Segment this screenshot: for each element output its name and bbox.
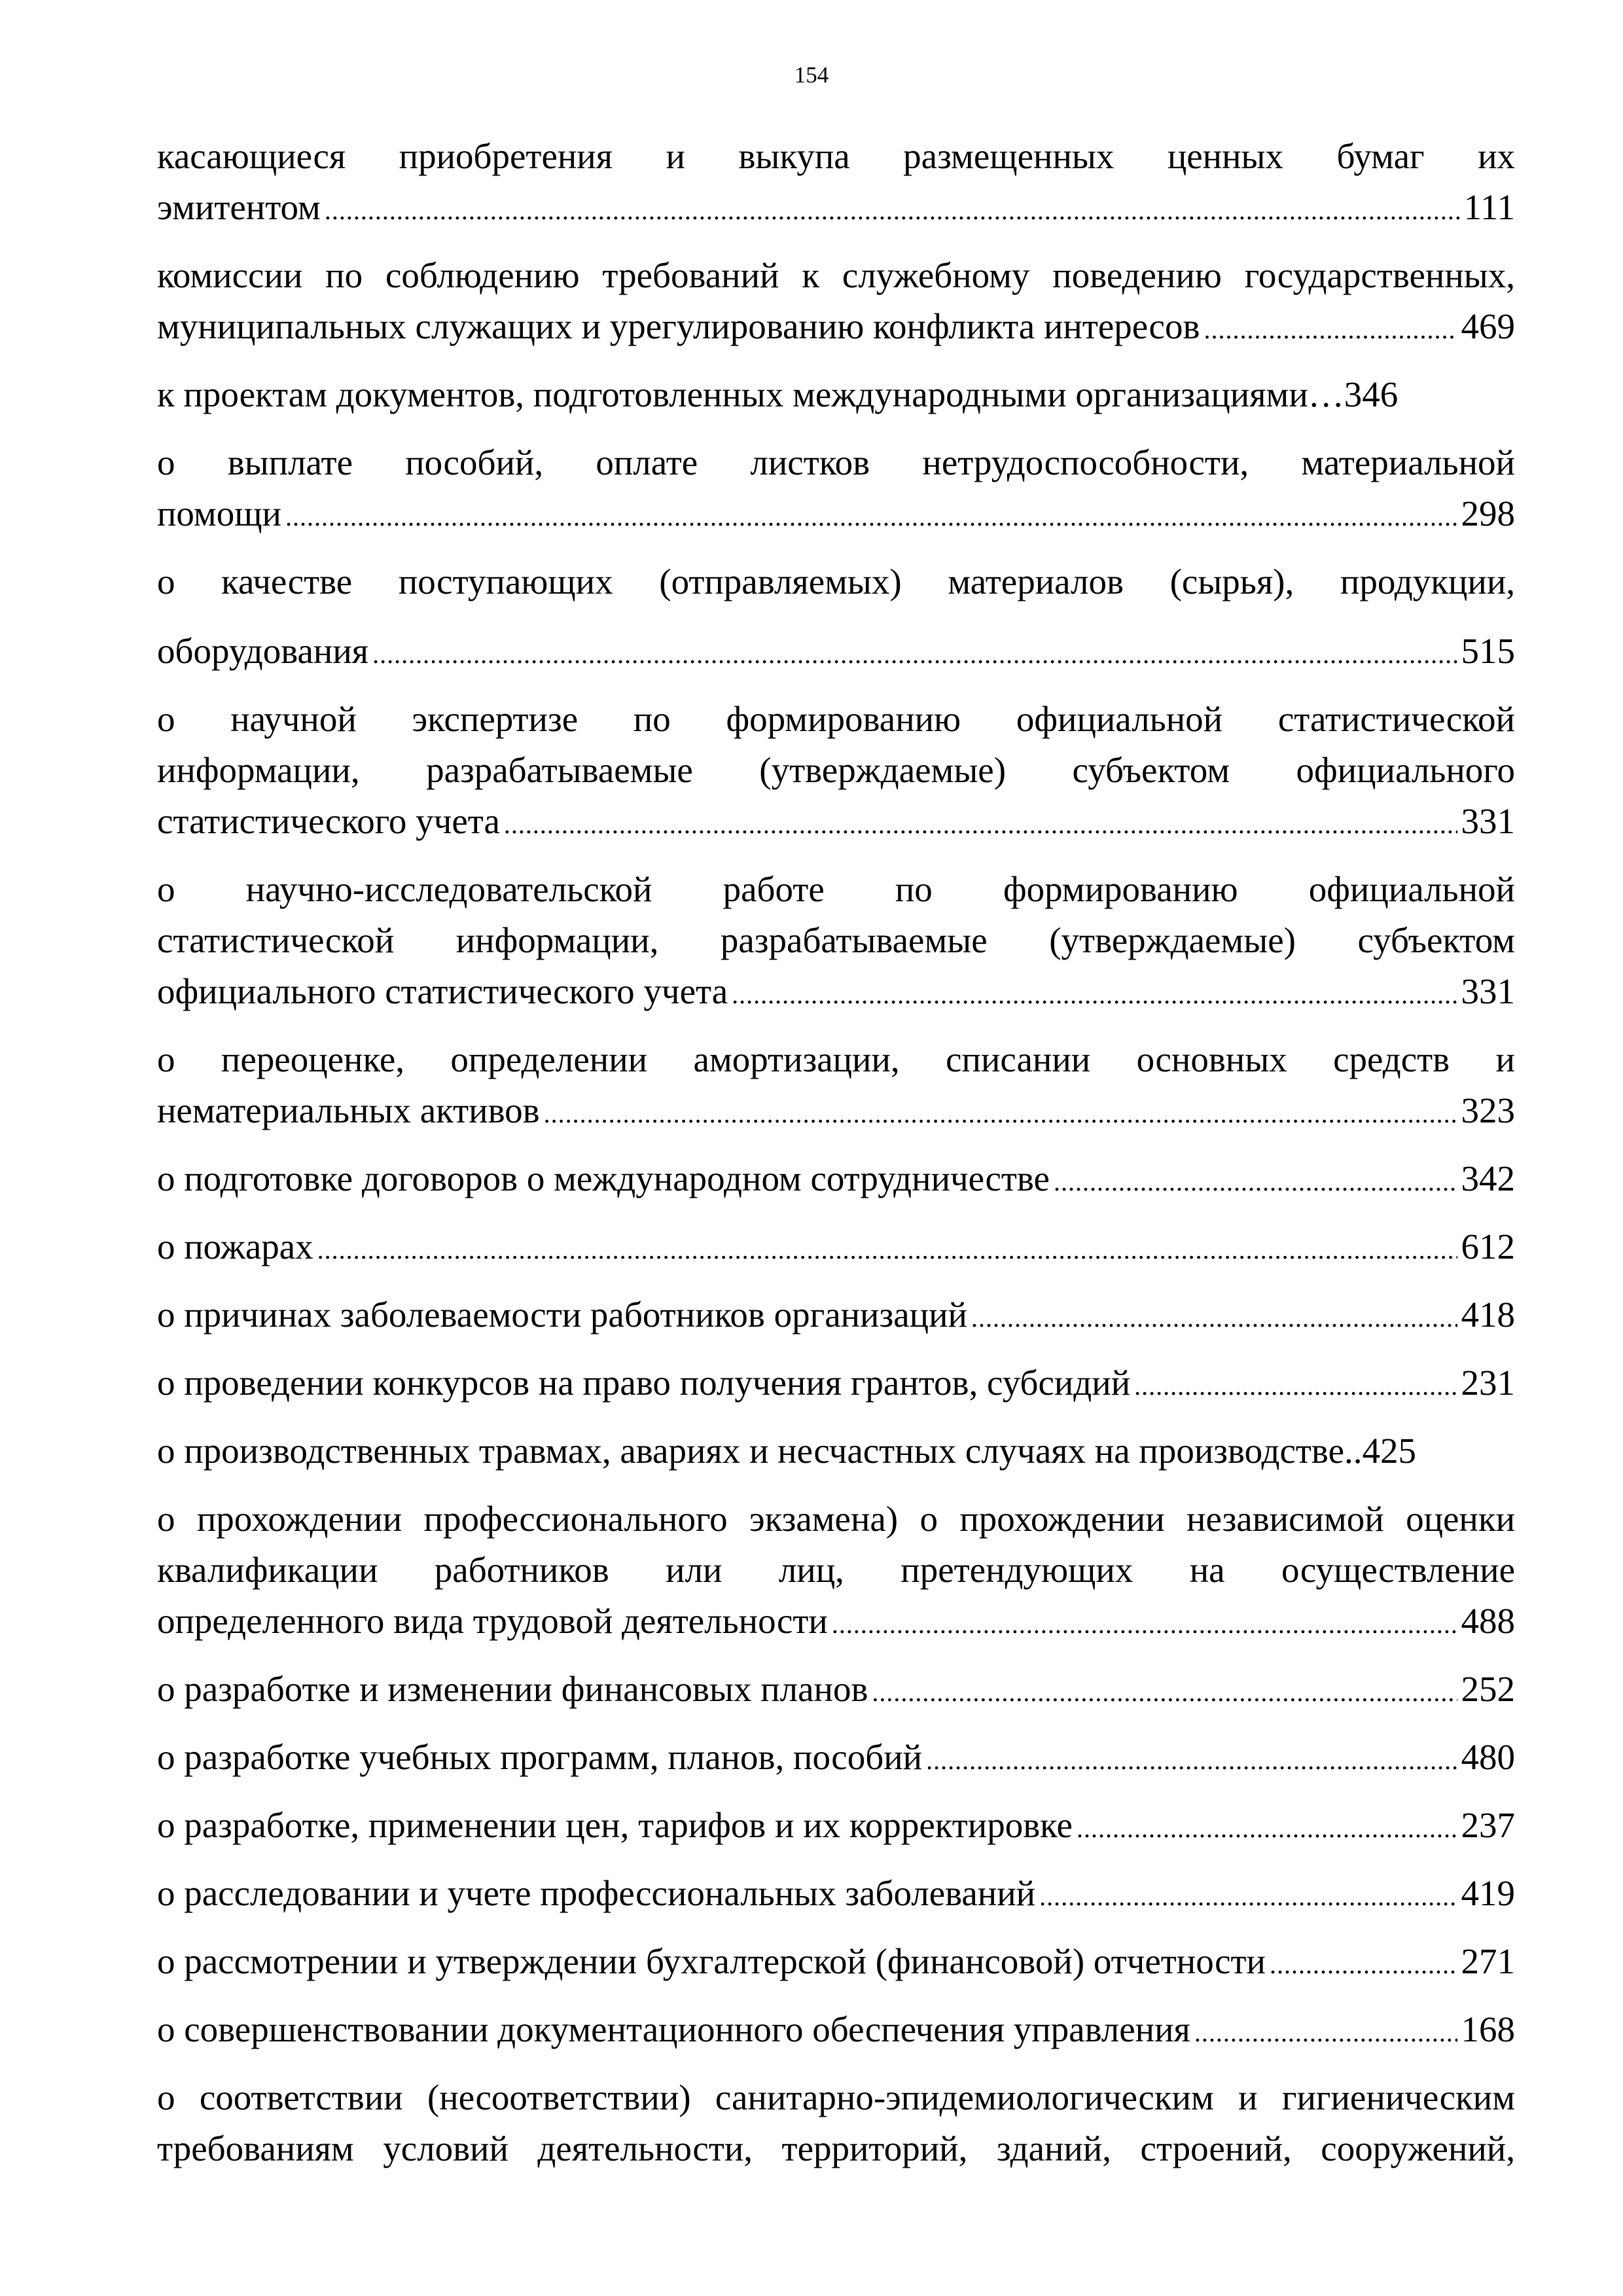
entry-line: о научно-исследовательской работе по формированию официальной (157, 869, 1515, 909)
page-ref: 469 (1461, 306, 1515, 346)
entry-leader-line (157, 488, 1515, 539)
page-ref: 480 (1461, 1737, 1515, 1777)
entry-line: касающиеся приобретения и выкупа размещенных ценных бумаг их (157, 136, 1515, 176)
entry-leader-line (157, 2004, 1515, 2055)
dot-leader (317, 1225, 1457, 1276)
entry-text: о расследовании и учете профессиональных заболеваний (157, 1873, 1036, 1913)
entry-leader-line (157, 796, 1515, 847)
page-ref: 252 (1461, 1669, 1515, 1709)
entry-line: о научной экспертизе по формированию официальной статистической (157, 699, 1515, 739)
index-entry (157, 1868, 1515, 1919)
entry-leader-line (157, 1085, 1515, 1136)
entry-leader-line (157, 301, 1515, 352)
page-ref: 237 (1461, 1805, 1515, 1845)
index-entry (157, 1732, 1515, 1783)
page-number: 154 (794, 62, 829, 88)
page-ref: 323 (1461, 1090, 1515, 1130)
dot-leader (1204, 304, 1457, 355)
index-entry (157, 369, 1515, 420)
entry-leader-line (157, 1664, 1515, 1715)
index-entry (157, 694, 1515, 847)
entry-text: о причинах заболеваемости работников организаций (157, 1295, 967, 1335)
index-entry (157, 1936, 1515, 1987)
dot-leader (1054, 1157, 1457, 1208)
entry-leader-line (157, 1221, 1515, 1272)
index-entry (157, 1289, 1515, 1340)
index-entry (157, 1426, 1515, 1477)
entry-text: статистического учета (157, 801, 500, 841)
dot-leader (1039, 1871, 1457, 1922)
dot-leader (285, 492, 1457, 543)
index-entry (157, 1034, 1515, 1136)
page-ref: 342 (1461, 1158, 1515, 1198)
entry-line: о соответствии (несоответствии) санитарно-эпидемиологическим и гигиеническим (157, 2077, 1515, 2117)
dot-leader (325, 185, 1460, 236)
entry-line: требованиям условий деятельности, территорий, зданий, строений, сооружений, (157, 2128, 1515, 2168)
entry-text: о подготовке договоров о международном сотрудничестве (157, 1158, 1050, 1198)
page-ref: 488 (1461, 1601, 1515, 1641)
entry-text: о разработке и изменении финансовых планов (157, 1669, 868, 1709)
index-entry (157, 437, 1515, 539)
index-entries (157, 131, 1515, 2191)
page-ref: 418 (1461, 1295, 1515, 1335)
entry-text: определенного вида трудовой деятельности (157, 1601, 828, 1641)
entry-leader-line (157, 1936, 1515, 1987)
entry-line: статистической информации, разрабатываемые (утверждаемые) субъектом (157, 920, 1515, 960)
dot-leader (1077, 1803, 1457, 1854)
entry-line: информации, разрабатываемые (утверждаемые) субъектом официального (157, 750, 1515, 790)
page-ref: 346 (1344, 374, 1399, 414)
index-entry (157, 1494, 1515, 1647)
index-entry (157, 1153, 1515, 1204)
entry-text: о разработке, применении цен, тарифов и их корректировке (157, 1805, 1073, 1845)
page-ref: 271 (1461, 1941, 1515, 1981)
entry-leader-line (157, 369, 1515, 420)
entry-text: о разработке учебных программ, планов, пособий (157, 1737, 923, 1777)
entry-leader-line (157, 1868, 1515, 1919)
entry-text: о проведении конкурсов на право получения грантов, субсидий (157, 1363, 1131, 1403)
page-ref: 231 (1461, 1363, 1515, 1403)
entry-text: о рассмотрении и утверждении бухгалтерской (финансовой) отчетности (157, 1941, 1266, 1981)
entry-leader-line (157, 182, 1515, 233)
entry-text: нематериальных активов (157, 1090, 540, 1130)
index-entry (157, 1664, 1515, 1715)
dot-leader (926, 1735, 1457, 1786)
entry-text: оборудования (157, 631, 369, 671)
dot-leader (1270, 1939, 1457, 1990)
entry-leader-line (157, 1357, 1515, 1408)
entry-leader-line (157, 626, 1515, 677)
index-entry (157, 131, 1515, 233)
index-entry (157, 2072, 1515, 2174)
dot-leader (544, 1088, 1457, 1139)
entry-text: о пожарах (157, 1227, 313, 1266)
page-ref: 111 (1463, 187, 1515, 227)
index-entry (157, 1357, 1515, 1408)
entry-text: официального статистического учета (157, 971, 728, 1011)
index-entry (157, 1800, 1515, 1851)
entry-text: эмитентом (157, 187, 321, 227)
entry-line: квалификации работников или лиц, претендующих на осуществление (157, 1550, 1515, 1590)
dot-leader (372, 629, 1457, 680)
entry-line: о прохождении профессионального экзамена) о прохождении независимой оценки (157, 1499, 1515, 1539)
entry-text: к проектам документов, подготовленных международными организациями… (157, 374, 1344, 414)
dot-leader (1134, 1361, 1457, 1412)
page-ref: 425 (1362, 1431, 1416, 1471)
page-ref: 612 (1461, 1227, 1515, 1266)
entry-text: помощи (157, 493, 281, 533)
dot-leader (732, 969, 1457, 1020)
dot-leader (872, 1667, 1457, 1718)
entry-leader-line (157, 1732, 1515, 1783)
dot-leader (1194, 2007, 1457, 2058)
page-ref: 331 (1461, 801, 1515, 841)
dot-leader (832, 1599, 1457, 1650)
entry-leader-line (157, 1153, 1515, 1204)
entry-leader-line (157, 966, 1515, 1017)
entry-leader-line (157, 1426, 1515, 1477)
entry-text: о совершенствовании документационного обеспечения управления (157, 2009, 1190, 2049)
entry-line: о выплате пособий, оплате листков нетрудоспособности, материальной (157, 442, 1515, 482)
page-ref: 515 (1461, 631, 1515, 671)
entry-leader-line (157, 1596, 1515, 1647)
index-entry (157, 864, 1515, 1017)
index-entry (157, 250, 1515, 352)
entry-line: комиссии по соблюдению требований к служебному поведению государственных, (157, 255, 1515, 295)
entry-line: о качестве поступающих (отправляемых) материалов (сырья), продукции, (157, 562, 1515, 601)
page-ref: 331 (1461, 971, 1515, 1011)
entry-text: муниципальных служащих и урегулированию конфликта интересов (157, 306, 1200, 346)
dot-leader (504, 799, 1457, 850)
entry-leader-line (157, 1800, 1515, 1851)
entry-leader-line (157, 1289, 1515, 1340)
index-entry (157, 2004, 1515, 2055)
page-ref: 419 (1461, 1873, 1515, 1913)
page-ref: 168 (1461, 2009, 1515, 2049)
index-entry (157, 1221, 1515, 1272)
page-ref: 298 (1461, 493, 1515, 533)
entry-line: о переоценке, определении амортизации, списании основных средств и (157, 1039, 1515, 1079)
dot-leader (971, 1293, 1457, 1344)
entry-text: о производственных травмах, авариях и несчастных случаях на производстве.. (157, 1431, 1363, 1471)
index-entry (157, 556, 1515, 677)
